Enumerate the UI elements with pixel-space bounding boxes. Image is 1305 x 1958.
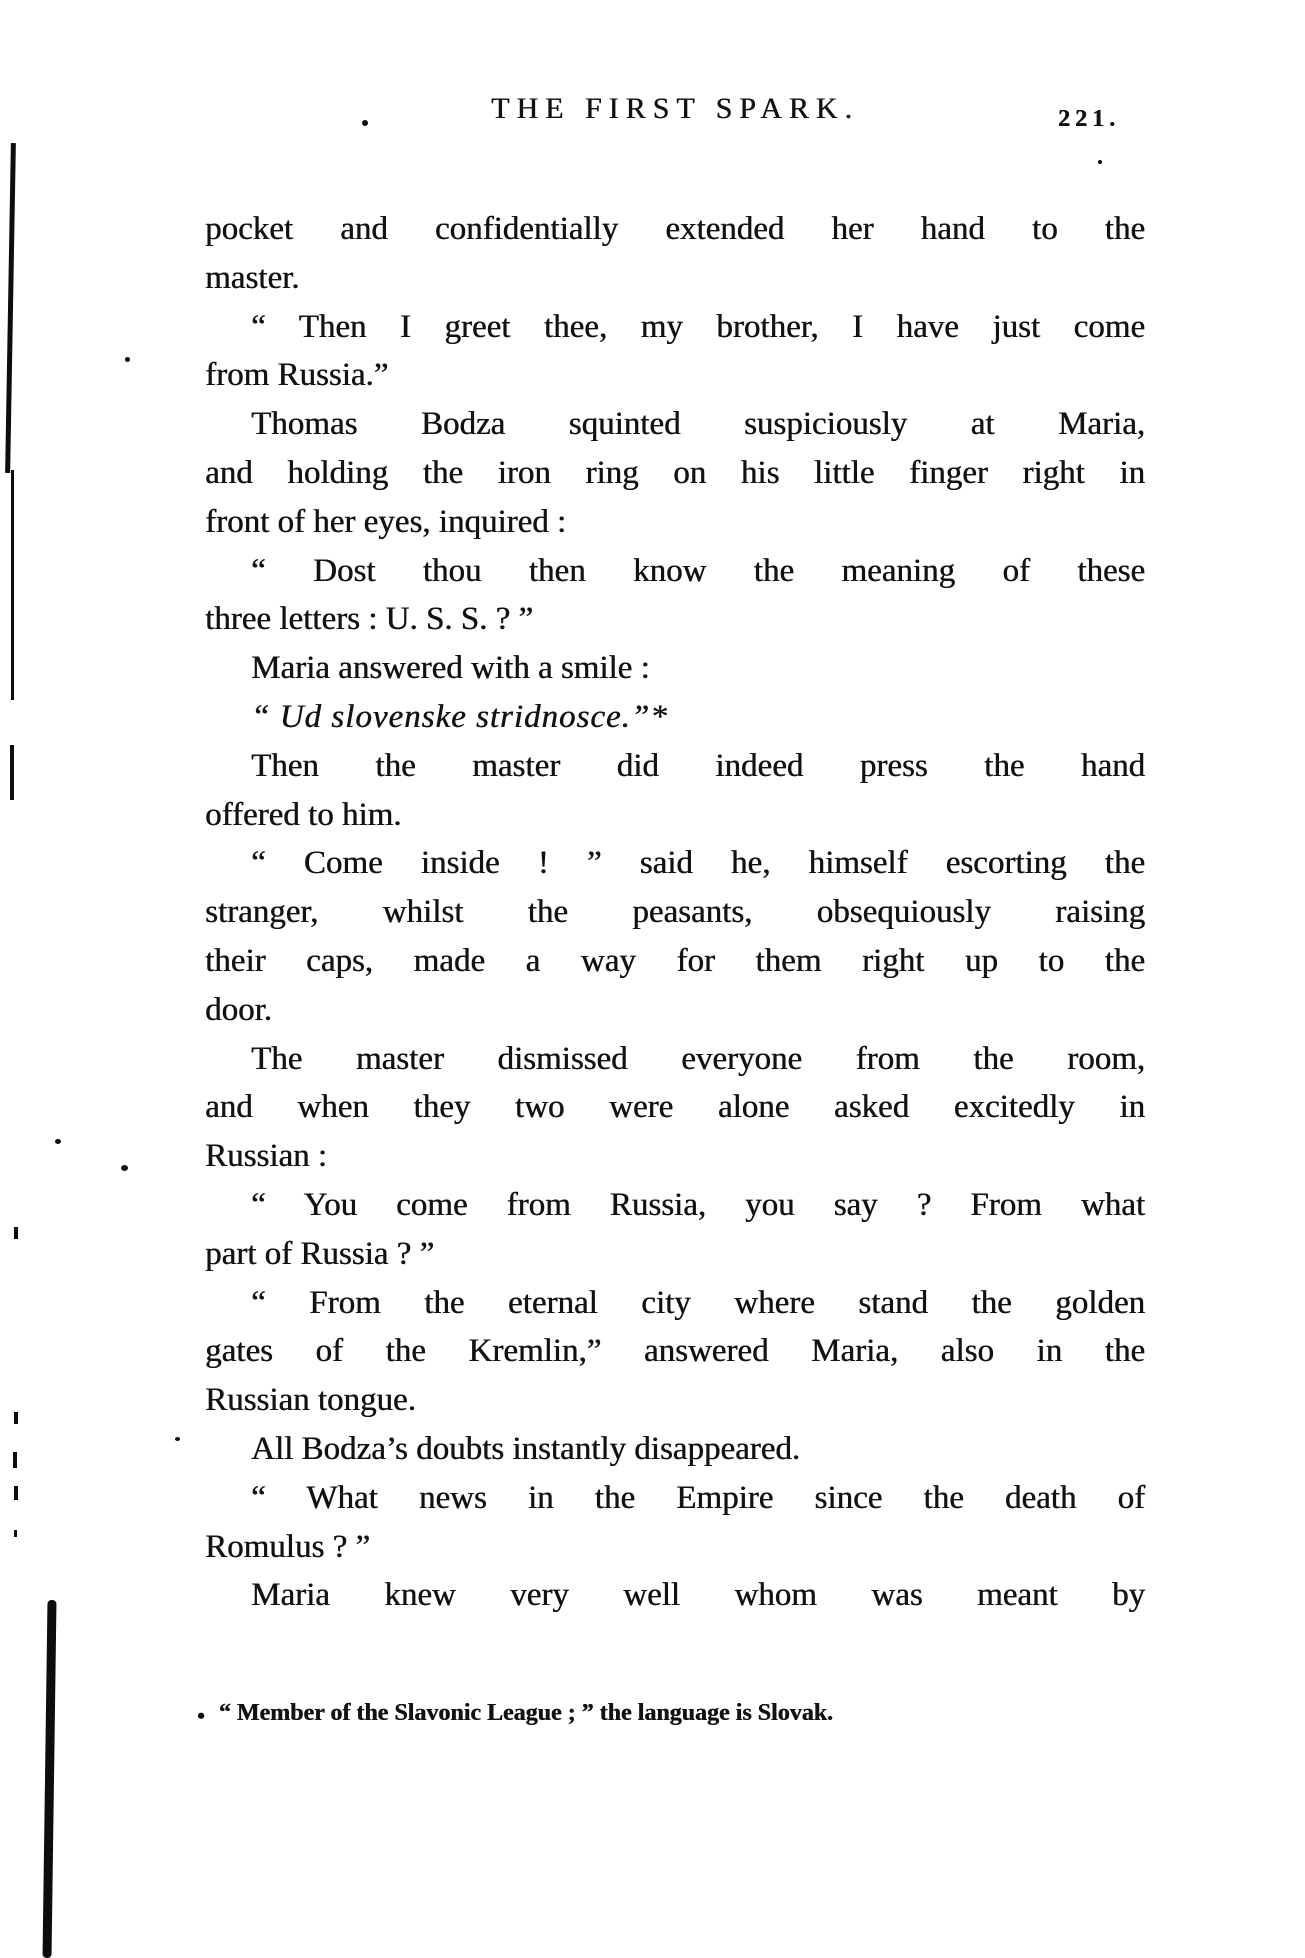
text-line: Russian tongue. (205, 1382, 416, 1419)
text-line: three letters : U. S. S. ? ” (205, 601, 534, 638)
scan-artifact-dot (55, 1139, 61, 1144)
text-line: offered to him. (205, 796, 402, 833)
text-line: “ Ud slovenske stridnosce.”* (251, 698, 668, 735)
text-line: Russian : (205, 1138, 327, 1175)
text-line: stranger, whilst the peasants, obsequiously raising (205, 894, 1145, 931)
text-line: Romulus ? ” (205, 1528, 370, 1565)
text-line: “ Dost thou then know the meaning of these (251, 552, 1145, 589)
scan-artifact-line (43, 1600, 57, 1958)
text-line: pocket and confidentially extended her hand to the (205, 211, 1145, 247)
footnote (197, 1700, 1127, 1729)
text-line: “ Then I greet thee, my brother, I have just come (251, 308, 1145, 345)
text-line: their caps, made a way for them right up to the (205, 942, 1145, 979)
scan-artifact-dot (362, 120, 368, 126)
text-line: All Bodza’s doubts instantly disappeared. (251, 1430, 800, 1467)
scan-artifact-dash (14, 1486, 18, 1500)
text-line: Maria answered with a smile : (251, 650, 650, 687)
scan-artifact-dot (175, 1437, 180, 1441)
text-line: The master dismissed everyone from the room, (251, 1040, 1145, 1077)
page-body (205, 205, 1145, 1620)
text-line: Then the master did indeed press the hand (251, 747, 1145, 784)
scan-artifact-dash (14, 1412, 18, 1424)
page-title: THE FIRST SPARK. (491, 92, 859, 125)
scan-artifact-line (10, 745, 14, 800)
text-line: and holding the iron ring on his little finger right in (205, 454, 1145, 491)
text-line: part of Russia ? ” (205, 1235, 435, 1272)
scan-artifact-dash (13, 1452, 17, 1468)
scan-artifact-dot (1098, 160, 1102, 164)
text-line: “ You come from Russia, you say ? From what (251, 1186, 1145, 1223)
scan-artifact-dot (121, 1165, 128, 1171)
text-line: Maria knew very well whom was meant by (251, 1577, 1145, 1614)
text-line: from Russia.” (205, 357, 389, 394)
text-line: Thomas Bodza squinted suspiciously at Maria, (251, 406, 1145, 443)
text-line: door. (205, 991, 272, 1028)
text-line: master. (205, 259, 300, 296)
text-line: “ What news in the Empire since the death of (251, 1479, 1145, 1516)
page-number: 221. (1058, 106, 1120, 132)
scan-artifact-dot (125, 357, 130, 362)
text-line: “ Come inside ! ” said he, himself escorting the (251, 845, 1145, 882)
scan-artifact-dash (14, 1227, 18, 1239)
text-line: gates of the Kremlin,” answered Maria, also in the (205, 1333, 1145, 1370)
scan-artifact-line (11, 470, 14, 700)
text-line: and when they two were alone asked excitedly in (205, 1089, 1145, 1126)
scan-artifact-dash (14, 1530, 17, 1537)
footnote-marker-icon: • (197, 1703, 205, 1728)
footnote-text: “ Member of the Slavonic League ; ” the language is Slovak. (218, 1700, 833, 1726)
text-line: front of her eyes, inquired : (205, 503, 567, 540)
scan-artifact-line (5, 143, 16, 473)
text-line: “ From the eternal city where stand the golden (251, 1284, 1145, 1321)
